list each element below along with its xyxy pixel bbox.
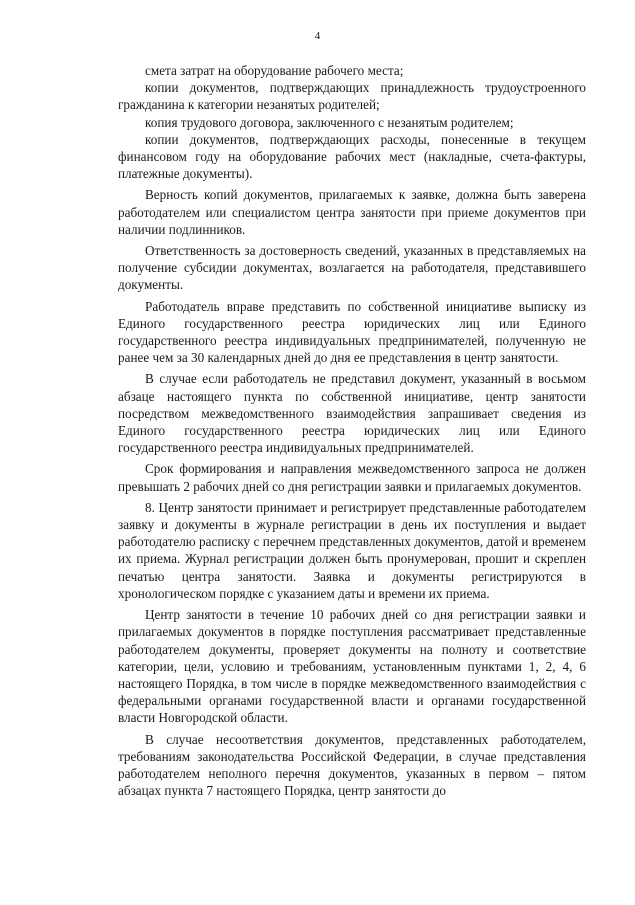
paragraph: 8. Центр занятости принимает и регистрирует представленные работодателем заявку и документы в журнале регистрации в день их поступления и выдает работодателю расписку с перечнем представленных документов, датой и временем их приема. Журнал регистрации должен быть пронумерован, прошит и скреплен печатью центра занятости. Заявка и документы регистрируются в хронологическом порядке с указанием даты и времени их приема. (118, 499, 586, 601)
paragraph: Центр занятости в течение 10 рабочих дней со дня регистрации заявки и прилагаемых документов в порядке поступления рассматривает представленные работодателем документы, проверяет документы на полноту и соответствие категории, цели, условию и требованиям, установленным пунктами 1, 2, 4, 6 настоящего Порядка, в том числе в порядке межведомственного взаимодействия с федеральными органами государственной власти и органами государственной власти Новгородской области. (118, 607, 586, 726)
page-number: 4 (314, 30, 321, 42)
paragraph: копия трудового договора, заключенного с незанятым родителем; (145, 114, 514, 130)
paragraph: копии документов, подтверждающих расходы, понесенные в текущем финансовом году на оборудование рабочих мест (накладные, счета-фактуры, платежные документы). (118, 131, 586, 182)
paragraph: копии документов, подтверждающих принадлежность трудоустроенного гражданина к категории незанятых родителей; (118, 80, 586, 113)
document-body (118, 62, 586, 803)
paragraph: Верность копий документов, прилагаемых к заявке, должна быть заверена работодателем или специалистом центра занятости при приеме документов при наличии подлинников. (118, 187, 586, 237)
paragraph: Работодатель вправе представить по собственной инициативе выписку из Единого государственного реестра юридических лиц или Единого государственного реестра индивидуальных предпринимателей, полученную не ранее чем за 30 календарных дней до дня ее представления в центр занятости. (118, 298, 586, 366)
paragraph: В случае несоответствия документов, представленных работодателем, требованиям законодательства Российской Федерации, в случае представления работодателем неполного перечня документов, указанных в первом – пятом абзацах пункта 7 настоящего Порядка, центр занятости до (118, 731, 586, 799)
paragraph: смета затрат на оборудование рабочего места; (145, 63, 404, 78)
paragraph: Ответственность за достоверность сведений, указанных в представляемых на получение субсидии документах, возлагается на работодателя, представившего документы. (118, 243, 586, 293)
paragraph: В случае если работодатель не представил документ, указанный в восьмом абзаце настоящего пункта по собственной инициативе, центр занятости посредством межведомственного взаимодействия запрашивает сведения из Единого государственного реестра юридических лиц или Единого государственного реестра индивидуальных предпринимателей. (118, 371, 586, 456)
paragraph: Срок формирования и направления межведомственного запроса не должен превышать 2 рабочих дней со дня регистрации заявки и прилагаемых документов. (118, 461, 586, 494)
